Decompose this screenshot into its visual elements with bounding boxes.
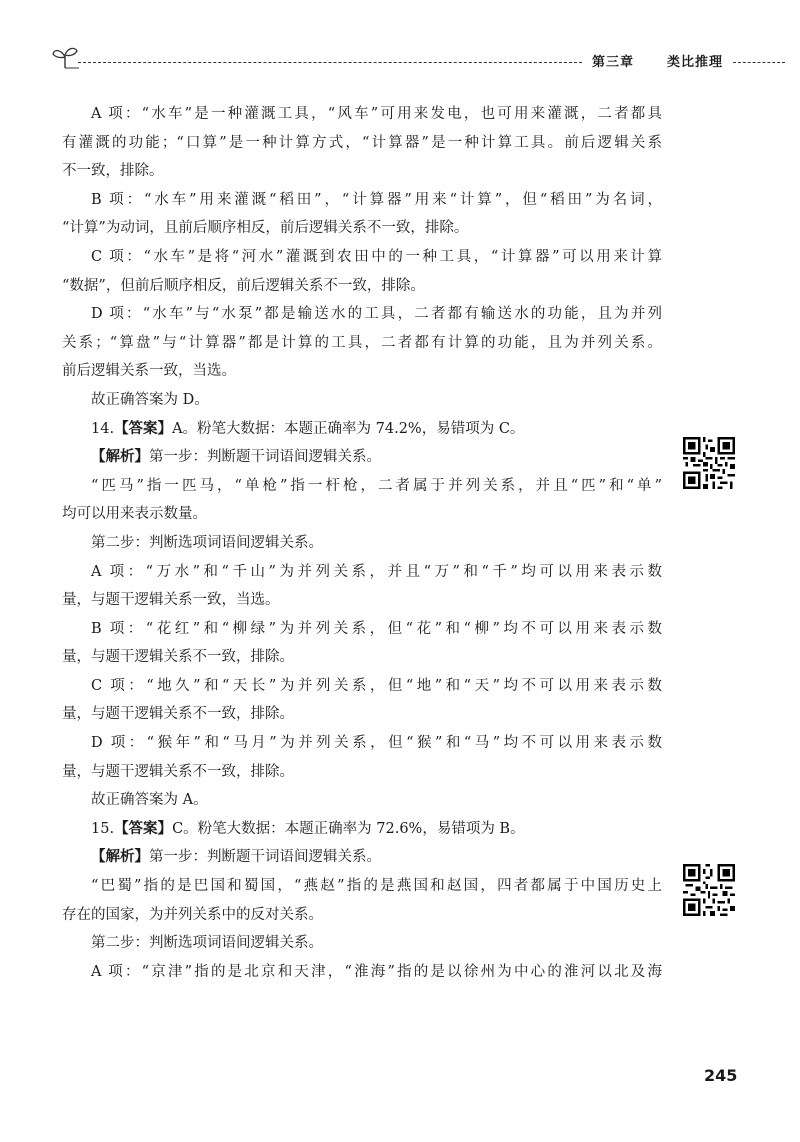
text-line: C 项：“地久”和“天长”为并列关系，但“地”和“天”均不可以用来表示数 bbox=[91, 677, 662, 694]
line-text: C。粉笔大数据：本题正确率为 72.6%，易错项为 B。 bbox=[172, 820, 525, 837]
text-line bbox=[62, 815, 662, 844]
text-line: 量，与题干逻辑关系不一致，排除。 bbox=[62, 763, 294, 780]
text-line bbox=[62, 443, 662, 472]
text-line: 量，与题干逻辑关系不一致，排除。 bbox=[62, 706, 294, 723]
section-label: 类比推理 bbox=[667, 55, 724, 70]
bold-label: 【解析】 bbox=[91, 848, 149, 866]
body-text bbox=[62, 100, 662, 986]
running-header bbox=[0, 0, 800, 80]
text-line: 均可以用来表示数量。 bbox=[62, 506, 207, 523]
text-line: 第二步：判断选项词语间逻辑关系。 bbox=[91, 935, 323, 952]
text-line: 不一致，排除。 bbox=[62, 163, 164, 180]
header-rule-right bbox=[733, 62, 785, 63]
bold-label: 【解析】 bbox=[91, 448, 149, 466]
text-line: D 项：“猴年”和“马月”为并列关系，但“猴”和“马”均不可以用来表示数 bbox=[91, 735, 662, 752]
text-line: 第二步：判断选项词语间逻辑关系。 bbox=[91, 534, 323, 551]
text-line: B 项：“花红”和“柳绿”为并列关系，但“花”和“柳”均不可以用来表示数 bbox=[91, 620, 662, 637]
line-text: 第一步：判断题干词语间逻辑关系。 bbox=[149, 449, 381, 466]
text-line: A 项：“京津”指的是北京和天津，“淮海”指的是以徐州为中心的淮河以北及海 bbox=[91, 963, 662, 980]
text-line: “计算”为动词，且前后顺序相反，前后逻辑关系不一致，排除。 bbox=[62, 220, 469, 237]
line-text: A。粉笔大数据：本题正确率为 74.2%，易错项为 C。 bbox=[172, 420, 525, 437]
text-line: “数据”，但前后顺序相反，前后逻辑关系不一致，排除。 bbox=[62, 277, 425, 294]
text-line bbox=[62, 415, 662, 444]
text-line: 前后逻辑关系一致，当选。 bbox=[62, 363, 236, 380]
text-line: “匹马”指一匹马，“单枪”指一杆枪，二者属于并列关系，并且“匹”和“单” bbox=[91, 477, 662, 494]
bold-label: 【答案】 bbox=[114, 419, 173, 437]
text-line: 存在的国家，为并列关系中的反对关系。 bbox=[62, 906, 323, 923]
text-line: “巴蜀”指的是巴国和蜀国，“燕赵”指的是燕国和赵国，四者都属于中国历史上 bbox=[91, 878, 662, 895]
text-line bbox=[62, 843, 662, 872]
qr-code-icon bbox=[683, 864, 735, 916]
header-rule-left bbox=[78, 62, 582, 63]
question-number: 15. bbox=[91, 820, 115, 837]
question-number: 14. bbox=[91, 420, 115, 437]
text-line: C 项：“水车”是将“河水”灌溉到农田中的一种工具，“计算器”可以用来计算 bbox=[91, 248, 662, 265]
text-line: B 项：“水车”用来灌溉“稻田”，“计算器”用来“计算”，但“稻田”为名词， bbox=[91, 191, 662, 208]
text-line: 量，与题干逻辑关系不一致，排除。 bbox=[62, 649, 294, 666]
page-number: 245 bbox=[704, 1066, 738, 1085]
qr-code-icon bbox=[683, 437, 735, 489]
line-text: 第一步：判断题干词语间逻辑关系。 bbox=[149, 849, 381, 866]
sprout-icon bbox=[50, 44, 80, 70]
text-line: A 项：“万水”和“千山”为并列关系，并且“万”和“千”均可以用来表示数 bbox=[91, 563, 662, 580]
text-line: A 项：“水车”是一种灌溉工具，“风车”可用来发电，也可用来灌溉，二者都具 bbox=[91, 106, 662, 122]
text-line: D 项：“水车”与“水泵”都是输送水的工具，二者都有输送水的功能，且为并列 bbox=[91, 306, 662, 323]
bold-label: 【答案】 bbox=[114, 819, 173, 837]
text-line: 故正确答案为 D。 bbox=[91, 391, 209, 408]
text-line: 有灌溉的功能；“口算”是一种计算方式，“计算器”是一种计算工具。前后逻辑关系 bbox=[62, 134, 662, 151]
text-line: 关系；“算盘”与“计算器”都是计算的工具，二者都有计算的功能，且为并列关系。 bbox=[62, 334, 662, 351]
chapter-label: 第三章 bbox=[592, 55, 635, 70]
text-line: 故正确答案为 A。 bbox=[91, 792, 208, 809]
text-line: 量，与题干逻辑关系一致，当选。 bbox=[62, 592, 280, 609]
